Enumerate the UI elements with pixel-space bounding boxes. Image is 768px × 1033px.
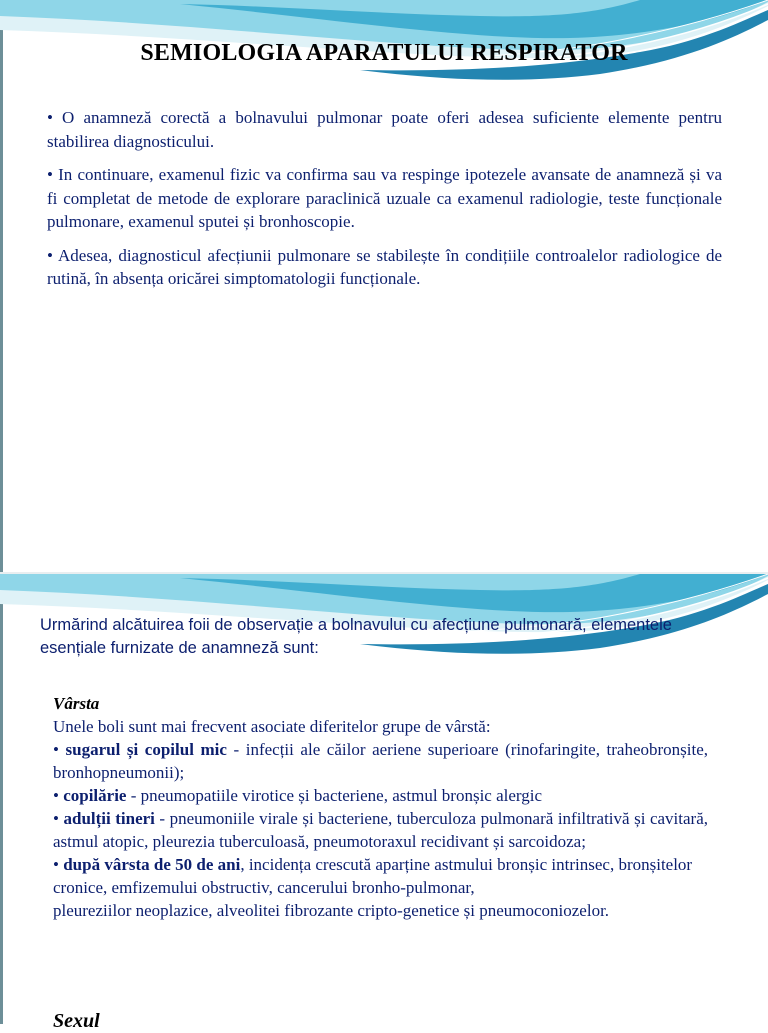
age-group-item: • copilărie - pneumopatiile virotice și bacteriene, astmul bronșic alergic (53, 786, 543, 805)
bullet-paragraph: • Adesea, diagnosticul afecțiunii pulmonare se stabilește în condițiile controalelor radiologice de rutină, în absența oricărei simptomatologii funcționale. (47, 245, 722, 288)
lead-sentence: Unele boli sunt mai frecvent asociate diferitelor grupe de vârstă: (53, 717, 491, 736)
age-group-label: după vârsta de 50 de ani (63, 855, 241, 874)
continuation-line: pleureziilor neoplazice, alveolitei fibrozante cripto-genetice și pneumoconiozelor. (53, 901, 610, 920)
age-group-label: copilărie (63, 786, 127, 805)
section-heading-sex: Sexul (53, 1010, 100, 1032)
age-group-item: • după vârsta de 50 de ani, incidența crescută aparține astmului bronșic intrinsec, bronșitelor cronice, emfizemului obstructiv, cancerului bronho-pulmonar, (53, 855, 693, 897)
age-group-label: sugarul și copilul mic (65, 740, 227, 759)
age-group-text: - pneumoniile virale și bacteriene, tuberculoza pulmonară infiltrativă și cavitară, astmul atopic, pleurezia tuberculoasă, pneumotoraxul recidivant și sarcoidoza; (53, 809, 708, 851)
section-heading-age: Vârsta (53, 694, 100, 713)
slide-title: SEMIOLOGIA APARATULUI RESPIRATOR (140, 40, 628, 66)
age-group-text: - infecții ale căilor aeriene superioare (rinofaringite, traheobronșite, bronhopneumonii); (53, 740, 709, 782)
slide-2-intro: Urmărind alcătuirea foii de observație a bolnavului cu afecțiune pulmonară, elementele esențiale furnizate de anamneză sunt: (40, 616, 672, 657)
age-group-item: • sugarul și copilul mic - infecții ale căilor aeriene superioare (rinofaringite, traheobronșite, bronhopneumonii); (53, 740, 709, 782)
age-group-label: adulții tineri (63, 809, 155, 828)
slide-2-body (53, 692, 708, 922)
slide-1-body (47, 106, 722, 301)
age-group-text: - pneumopatiile virotice și bacteriene, astmul bronșic alergic (126, 786, 543, 805)
bullet-paragraph: • In continuare, examenul fizic va confirma sau va respinge ipotezele avansate de anamneză și va fi completat de metode de explorare paraclinică uzuale ca examenul radiologie, teste funcționale pulmonare, examenul sputei și bronhoscopie. (47, 165, 722, 231)
bullet-paragraph: • O anamneză corectă a bolnavului pulmonar poate oferi adesea suficiente elemente pentru stabilirea diagnosticului. (47, 108, 722, 151)
age-group-item: • adulții tineri - pneumoniile virale și bacteriene, tuberculoza pulmonară infiltrativă și cavitară, astmul atopic, pleurezia tuberculoasă, pneumotoraxul recidivant și sarcoidoza; (53, 809, 708, 851)
age-group-text: , incidența crescută aparține astmului bronșic intrinsec, bronșitelor cronice, emfizemului obstructiv, cancerului bronho-pulmonar, (53, 855, 693, 897)
